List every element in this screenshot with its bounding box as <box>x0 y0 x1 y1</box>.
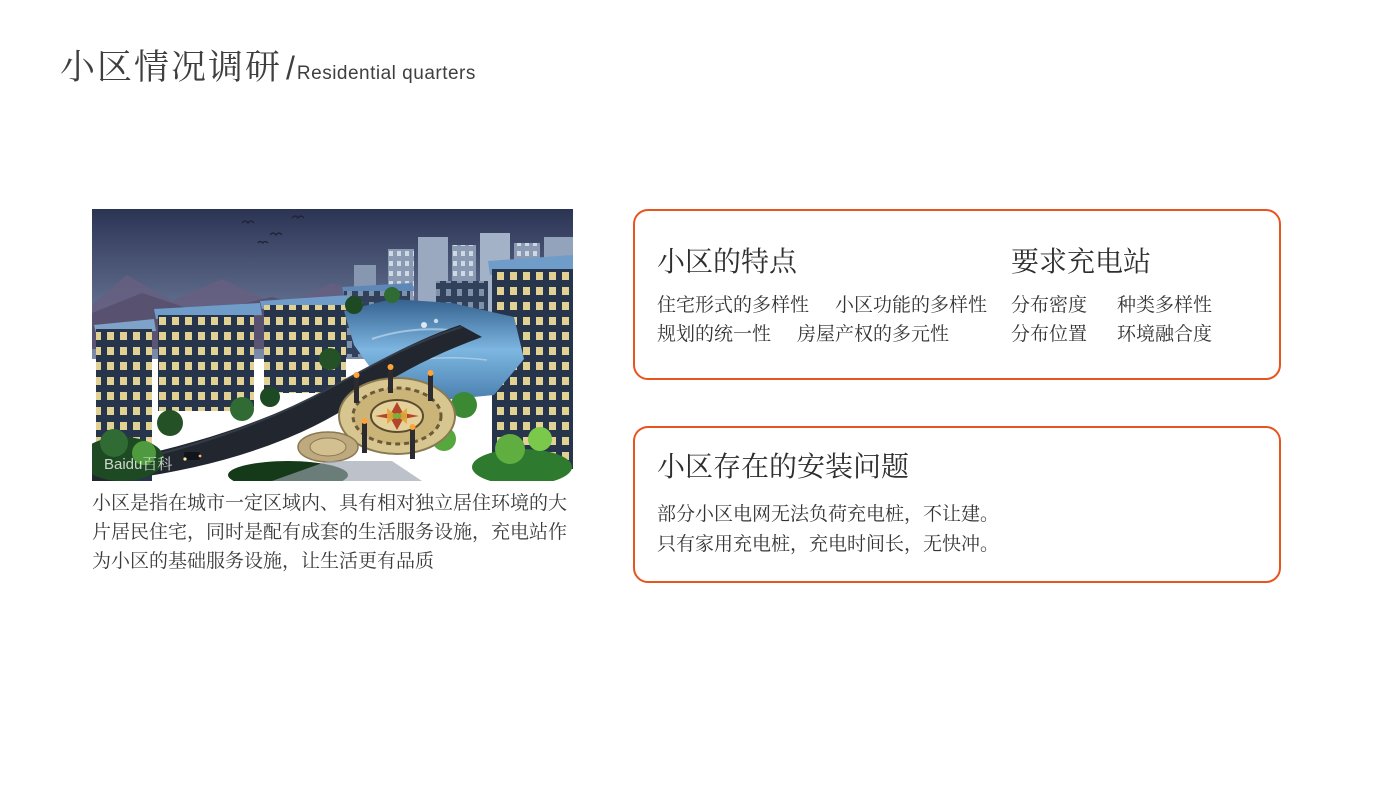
caption-line: 小区是指在城市一定区域内、具有相对独立居住环境的大 <box>92 493 568 514</box>
page-title-english: Residential quarters <box>296 63 476 84</box>
problem-line: 部分小区电网无法负荷充电桩，不让建。 <box>657 504 1000 525</box>
feature-item: 小区功能的多样性 <box>835 295 988 316</box>
feature-row <box>657 291 1011 320</box>
features-panel <box>633 209 1281 380</box>
feature-item: 住宅形式的多样性 <box>657 295 810 316</box>
charging-station-column <box>1011 245 1279 349</box>
requirement-item: 分布密度 <box>1011 295 1088 316</box>
requirement-item: 环境融合度 <box>1117 324 1213 345</box>
residential-photo <box>92 209 573 481</box>
photo-caption <box>92 489 588 576</box>
title-divider: / <box>286 50 295 86</box>
problems-panel <box>633 426 1281 583</box>
requirement-row <box>1011 320 1279 349</box>
requirement-item: 种类多样性 <box>1117 295 1213 316</box>
page-title <box>60 40 476 90</box>
feature-item: 规划的统一性 <box>657 324 772 345</box>
feature-item: 房屋产权的多元性 <box>797 324 950 345</box>
problems-title: 小区存在的安装问题 <box>657 451 910 482</box>
requirement-row <box>1011 291 1279 320</box>
page-title-chinese: 小区情况调研 <box>60 48 283 87</box>
community-features-title: 小区的特点 <box>657 246 798 277</box>
problem-line: 只有家用充电桩，充电时间长，无快冲。 <box>657 534 1000 555</box>
requirement-item: 分布位置 <box>1011 324 1088 345</box>
community-features-column <box>657 245 1011 349</box>
baidu-watermark: Baidu百科 <box>104 456 173 473</box>
residential-photo-illustration <box>92 209 573 481</box>
caption-line: 为小区的基础服务设施，让生活更有品质 <box>92 551 435 572</box>
caption-line: 片居民住宅，同时是配有成套的生活服务设施，充电站作 <box>92 522 568 543</box>
charging-station-title: 要求充电站 <box>1011 246 1152 277</box>
feature-row <box>657 320 1011 349</box>
